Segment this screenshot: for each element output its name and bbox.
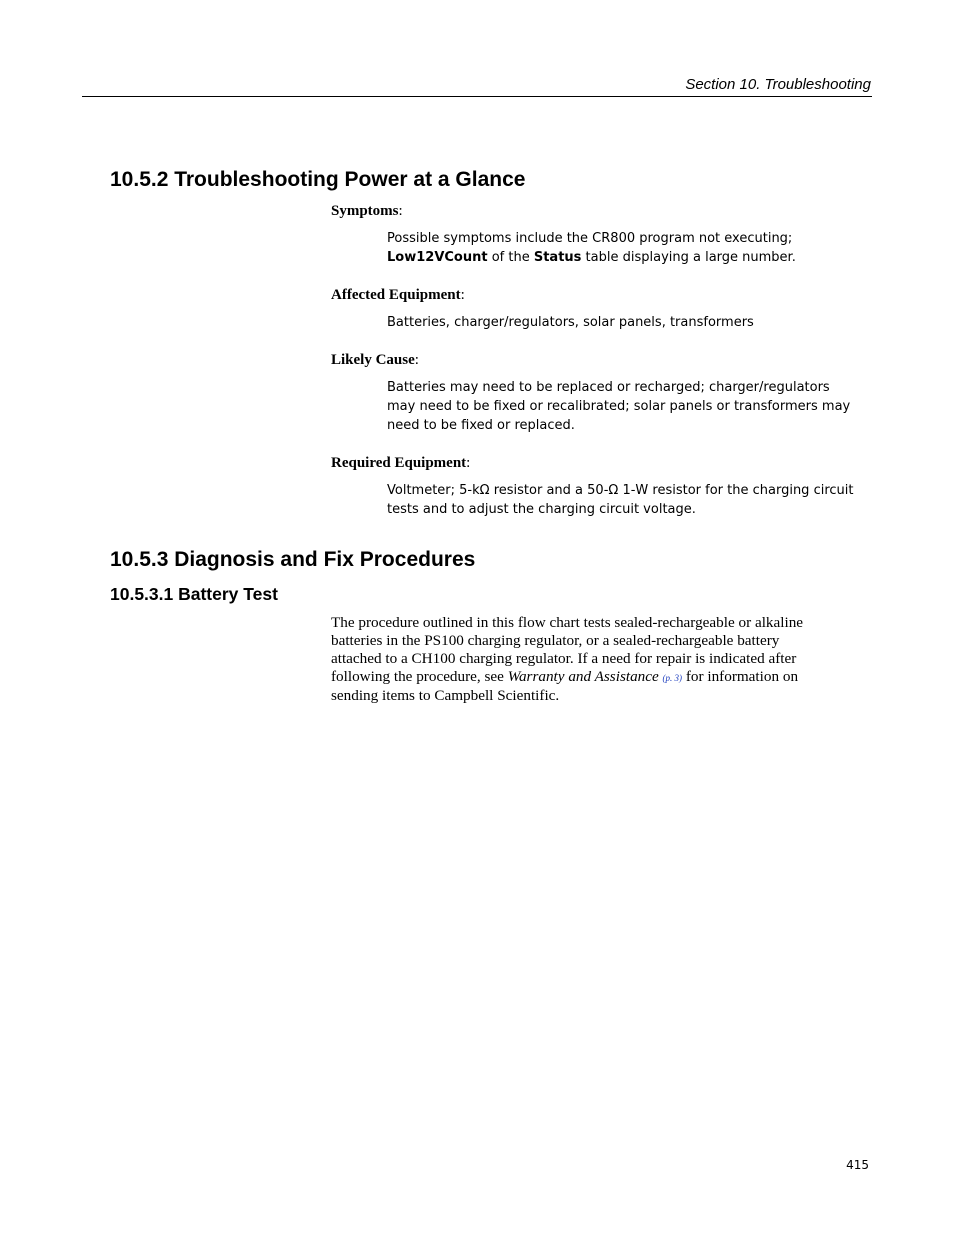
header-rule [82, 96, 872, 97]
page-reference-link[interactable]: (p. 3) [662, 673, 683, 683]
heading-10-5-3: 10.5.3 Diagnosis and Fix Procedures [110, 548, 476, 571]
low12vcount-term: Low12VCount [387, 250, 488, 265]
running-header: Section 10. Troubleshooting [685, 76, 871, 93]
affected-equipment-text: Batteries, charger/regulators, solar panels, transformers [387, 315, 754, 330]
likely-cause-label: Likely Cause: [331, 352, 419, 368]
heading-10-5-3-1: 10.5.3.1 Battery Test [110, 584, 278, 604]
symptoms-label: Symptoms: [331, 203, 403, 219]
battery-test-paragraph: The procedure outlined in this flow chart tests sealed-rechargeable or alkaline batteries in the PS100 charging regulator, or a sealed-rechargeable battery attached to a CH100 charging regulator. If a need for repair is indicated after following the procedure, see Warranty and Assistance (p. 3) for information on sending items to Campbell Scientific. [331, 614, 804, 704]
heading-10-5-2: 10.5.2 Troubleshooting Power at a Glance [110, 168, 526, 191]
affected-equipment-label: Affected Equipment: [331, 287, 465, 303]
symptoms-line-2: Low12VCount of the Status table displaying a large number. [387, 250, 796, 265]
status-term: Status [533, 250, 582, 265]
symptoms-text [387, 229, 857, 267]
warranty-reference: Warranty and Assistance [507, 668, 659, 685]
page-number: 415 [846, 1158, 869, 1172]
likely-cause-text: Batteries may need to be replaced or recharged; charger/regulators may need to be fixed or recalibrated; solar panels or transformers may need to be fixed or replaced. [387, 380, 851, 433]
required-equipment-label: Required Equipment: [331, 455, 471, 471]
symptoms-line-1: Possible symptoms include the CR800 program not executing; [387, 231, 793, 246]
required-equipment-text: Voltmeter; 5-kΩ resistor and a 50-Ω 1-W resistor for the charging circuit tests and to adjust the charging circuit voltage. [387, 483, 854, 517]
